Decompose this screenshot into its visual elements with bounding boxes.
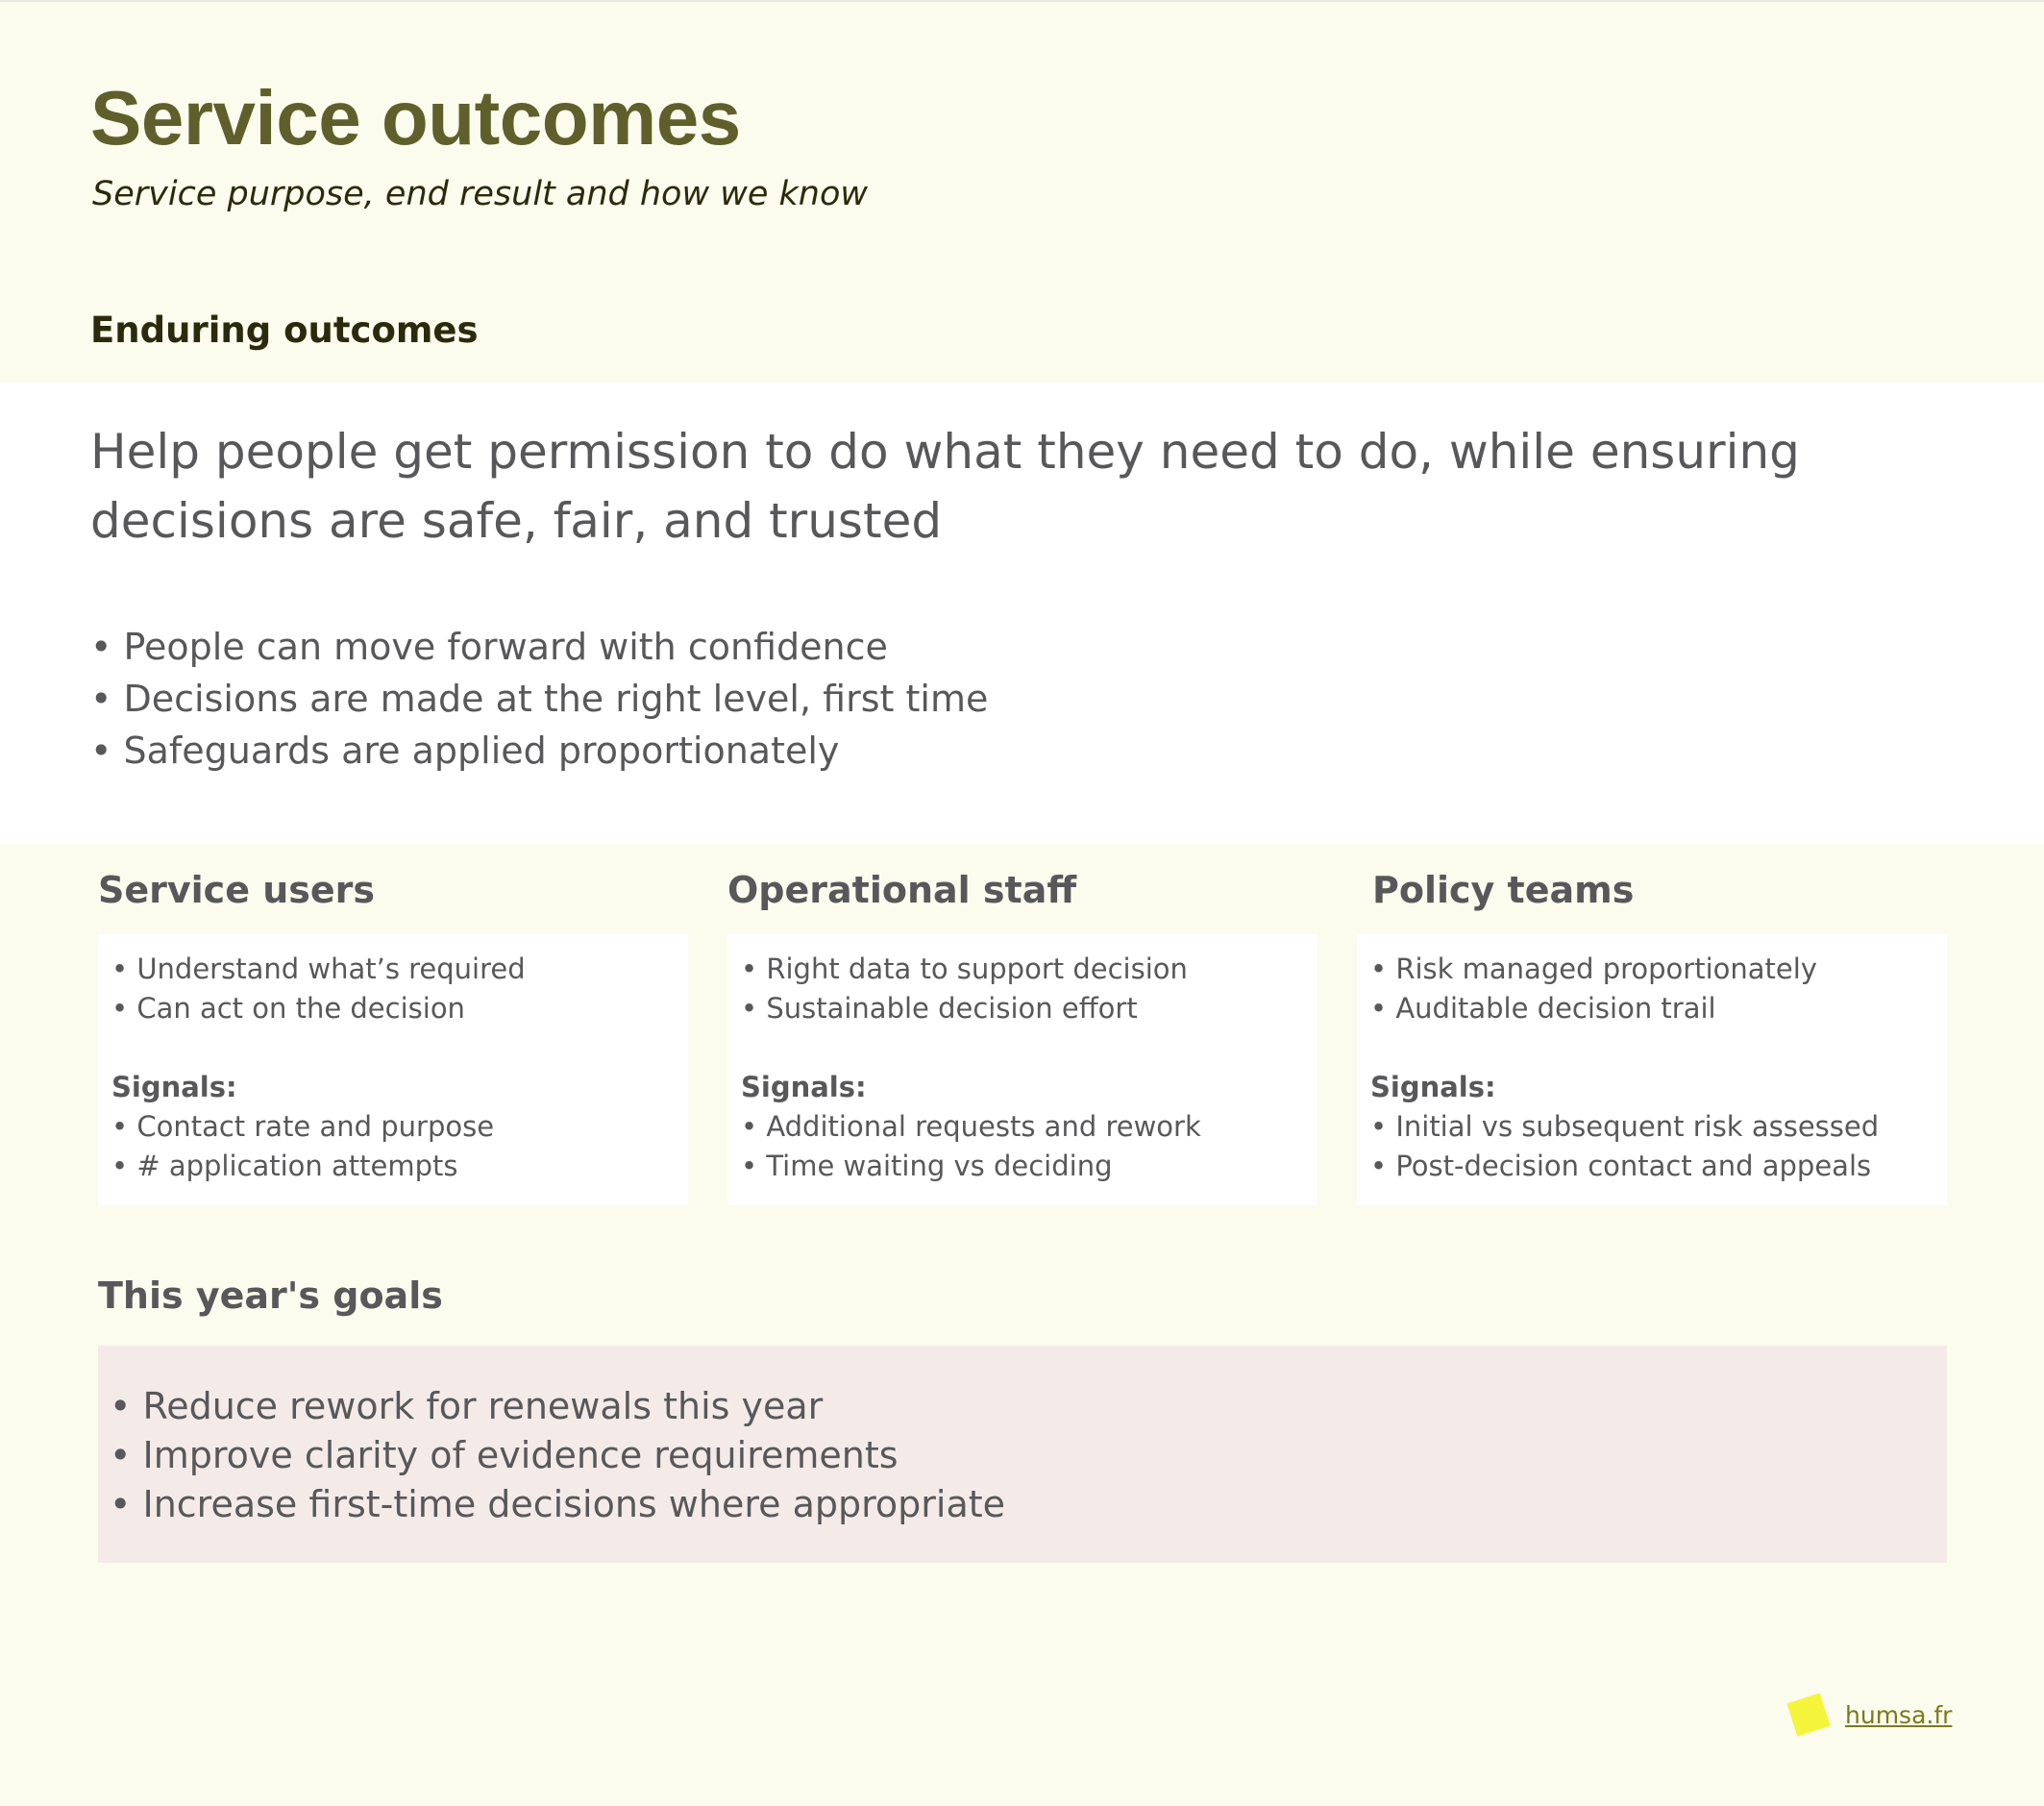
humsa-link[interactable]: humsa.fr bbox=[1845, 1700, 1953, 1729]
signals-label: Signals: bbox=[111, 1071, 237, 1103]
list-item: • Initial vs subsequent risk assessed bbox=[1370, 1110, 1880, 1143]
list-item: • Understand what’s required bbox=[111, 952, 526, 985]
list-item: • Additional requests and rework bbox=[741, 1110, 1201, 1143]
list-item: • Right data to support decision bbox=[741, 952, 1188, 985]
list-item: • Post-decision contact and appeals bbox=[1370, 1150, 1872, 1182]
column-title-policy-teams: Policy teams bbox=[1372, 869, 1635, 911]
card-service-users bbox=[98, 934, 688, 1205]
page-header bbox=[90, 75, 868, 215]
outcomes-list bbox=[741, 950, 1304, 1028]
card-operational-staff bbox=[727, 934, 1318, 1205]
page-subtitle: Service purpose, end result and how we know bbox=[92, 175, 868, 213]
outcomes-list bbox=[111, 950, 675, 1028]
signals-label: Signals: bbox=[741, 1071, 867, 1103]
outcomes-list bbox=[1370, 950, 1933, 1028]
sticky-note-icon bbox=[1786, 1693, 1830, 1736]
list-item: • People can move forward with confidence bbox=[90, 626, 888, 668]
list-item: • Time waiting vs deciding bbox=[741, 1150, 1113, 1182]
list-item: • Decisions are made at the right level, first time bbox=[90, 678, 989, 720]
goals-panel bbox=[98, 1346, 1947, 1563]
card-policy-teams bbox=[1357, 934, 1947, 1205]
enduring-bullets bbox=[90, 621, 988, 777]
list-item: • Auditable decision trail bbox=[1370, 992, 1716, 1025]
signals-list bbox=[1370, 1107, 1933, 1186]
list-item: • Risk managed proportionately bbox=[1370, 952, 1817, 985]
page-title: Service outcomes bbox=[90, 75, 741, 161]
list-item: • Improve clarity of evidence requirements bbox=[110, 1434, 899, 1476]
top-divider bbox=[0, 0, 2044, 2]
list-item: • # application attempts bbox=[111, 1150, 458, 1182]
list-item: • Safeguards are applied proportionately bbox=[90, 730, 840, 772]
goals-list bbox=[110, 1382, 1935, 1529]
footer bbox=[1791, 1697, 1952, 1732]
enduring-outcomes-label: Enduring outcomes bbox=[90, 309, 479, 351]
list-item: • Can act on the decision bbox=[111, 992, 465, 1025]
signals-label: Signals: bbox=[1370, 1071, 1496, 1103]
list-item: • Reduce rework for renewals this year bbox=[110, 1385, 824, 1427]
signals-list bbox=[111, 1107, 675, 1186]
column-title-service-users: Service users bbox=[98, 869, 376, 911]
column-title-operational-staff: Operational staff bbox=[727, 869, 1077, 911]
enduring-statement: Help people get permission to do what they need to do, while ensuring decisions are safe, fair, and trusted bbox=[90, 424, 1800, 549]
list-item: • Contact rate and purpose bbox=[111, 1110, 495, 1143]
list-item: • Sustainable decision effort bbox=[741, 992, 1138, 1025]
signals-list bbox=[741, 1107, 1304, 1186]
list-item: • Increase first-time decisions where appropriate bbox=[110, 1483, 1006, 1525]
goals-title: This year's goals bbox=[98, 1274, 443, 1317]
